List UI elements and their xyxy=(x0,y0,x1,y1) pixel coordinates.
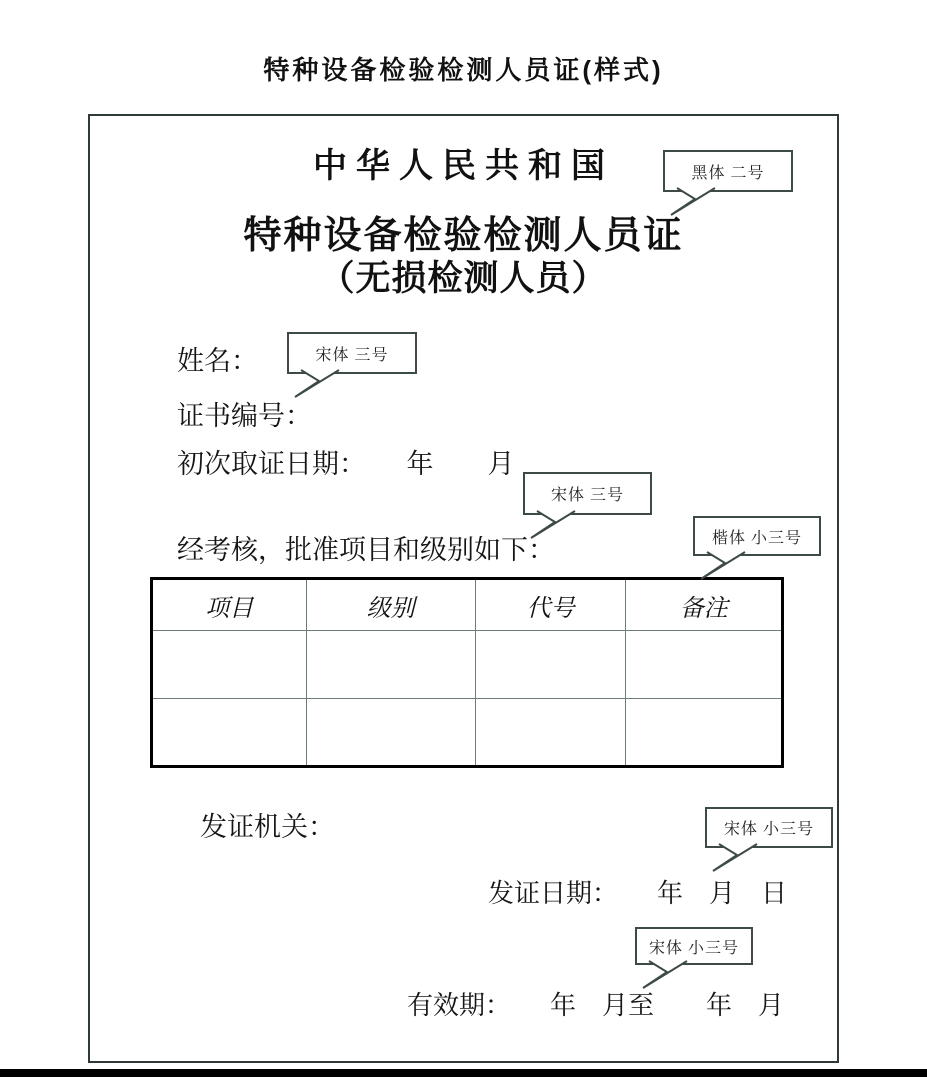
issue-date-line: 发证日期： 年 月 日 xyxy=(488,879,788,908)
callout-label: 黑体 二号 xyxy=(691,164,765,182)
table-cell xyxy=(475,631,626,699)
table-row xyxy=(152,631,783,699)
font-callout-songti-size3-name xyxy=(287,332,417,374)
font-callout-songti-small3-issue xyxy=(705,807,833,848)
bottom-edge-bar xyxy=(0,1069,927,1077)
callout-label: 宋体 三号 xyxy=(315,346,389,364)
callout-label: 宋体 三号 xyxy=(550,487,624,504)
column-header-project: 项目 xyxy=(152,579,307,631)
callout-tail-icon xyxy=(699,552,753,582)
font-callout-heiti-size2 xyxy=(663,150,793,192)
font-callout-songti-small3-validity xyxy=(635,927,753,965)
page-title: 特种设备检验检测人员证(样式) xyxy=(263,55,664,85)
validity-period-line: 有效期： 年 月至 年 月 xyxy=(407,991,785,1020)
table-cell xyxy=(626,699,783,767)
callout-label: 宋体 小三号 xyxy=(648,939,739,957)
callout-tail-icon xyxy=(641,961,695,991)
callout-label: 宋体 小三号 xyxy=(723,821,814,838)
column-header-code: 代号 xyxy=(475,579,626,631)
first-certification-date-line: 初次取证日期： 年 月 xyxy=(177,449,515,479)
approval-intro-line: 经考核，批准项目和级别如下： xyxy=(177,535,555,565)
callout-tail-icon xyxy=(711,844,765,874)
column-header-level: 级别 xyxy=(306,579,475,631)
table-cell xyxy=(475,699,626,767)
table-row xyxy=(152,699,783,767)
certificate-number-field-label: 证书编号： xyxy=(177,401,312,431)
callout-tail-icon xyxy=(293,370,347,400)
callout-label: 楷体 小三号 xyxy=(711,529,802,547)
callout-tail-icon xyxy=(529,511,583,541)
font-callout-kaiti-small3 xyxy=(693,516,821,556)
callout-tail-icon xyxy=(669,188,723,218)
table-cell xyxy=(152,631,307,699)
certificate-title-heading: 特种设备检验检测人员证 xyxy=(243,215,684,257)
name-field-label: 姓名： xyxy=(177,346,258,376)
certificate-subtitle-heading: （无损检测人员） xyxy=(319,259,608,298)
table-cell xyxy=(152,699,307,767)
certificate-country-heading: 中华人民共和国 xyxy=(313,147,614,185)
table-cell xyxy=(306,631,475,699)
column-header-remarks: 备注 xyxy=(626,579,783,631)
table-header-row xyxy=(152,579,783,631)
certificate-card xyxy=(88,114,839,1063)
approval-items-table xyxy=(150,577,784,768)
table-cell xyxy=(306,699,475,767)
issuing-authority-label: 发证机关： xyxy=(200,812,335,842)
font-callout-songti-size3-approval xyxy=(523,472,652,515)
table-cell xyxy=(626,631,783,699)
